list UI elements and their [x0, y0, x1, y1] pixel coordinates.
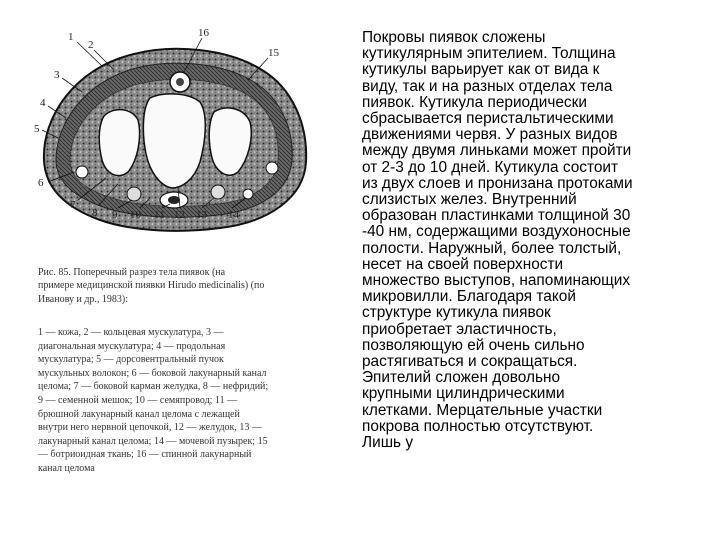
figure-caption-title: Рис. 85. Поперечный разрез тела пиявок (на примере медицинской пиявки Hirudo medicinalis) (по Иванову и др., 1983): [38, 266, 265, 305]
nerve-cord [168, 196, 180, 204]
callout-16: 16 [198, 27, 209, 39]
callout-10: 10 [130, 209, 141, 221]
figure-caption [38, 252, 338, 489]
callout-7: 7 [70, 199, 76, 211]
figure-panel [22, 22, 340, 484]
article-text [362, 30, 714, 451]
paragraph-epithelium: Эпителий сложен довольно крупными цилиндрическими клетками. Мерцательные участки покрова полностью отсутствуют. Лишь у [362, 369, 603, 452]
callout-9: 9 [112, 209, 118, 221]
callout-3: 3 [54, 69, 60, 81]
seminal-sac-left [127, 187, 141, 201]
callout-11: 11 [154, 209, 165, 221]
right-lateral-canal [266, 162, 278, 174]
callout-2: 2 [88, 39, 94, 51]
callout-12: 12 [174, 209, 185, 221]
callout-13: 13 [196, 209, 207, 221]
callout-1: 1 [68, 31, 74, 43]
callout-15: 15 [268, 47, 279, 59]
callout-6: 6 [38, 177, 44, 189]
figure-caption-legend: 1 — кожа, 2 — кольцевая мускулатура, 3 — диагональная мускулатура; 4 — продольная мускулатура; 5 — дорсовентральный пучок мускульных волокон; 6 — боковой лакунарный канал целома; 7 — боковой карман желудка, 8 — нефридий; 9 — семенной мешок; 10 — семяпровод; 11 — брюшной лакунарный канал целома с лежащей внутри него нервной цепочкой, 12 — желудок, 13 — лакунарный канал целома; 14 — мочевой пузырек; 15 — ботриоидная ткань; 16 — спинной лакунарный канал целома [38, 326, 269, 474]
callout-8: 8 [92, 207, 98, 219]
bladder [243, 189, 253, 199]
callout-4: 4 [40, 97, 46, 109]
left-lateral-canal [76, 166, 88, 178]
paragraph-cuticle: Покровы пиявок сложены кутикулярным эпителием. Толщина кутикулы варьирует как от вида к виду, так и на разных отделах тела пиявок. Кутикула периодически сбрасывается перистальтическими движениями червя. У разных видов между двумя линьками может пройти от 2-3 до 10 дней. Кутикула состоит из двух слоев и пронизана протоками слизистых желез. Внутренний образован пластинками толщиной 30 -40 нм, содержащими воздухоносные полости. Наружный, более толстый, несет на своей поверхности множество выступов, напоминающих микровилли. Благодаря такой структуре кутикула пиявок приобретает эластичность, позволяющую ей очень сильно растягиваться и сокращаться. [362, 29, 633, 371]
seminal-sac-right [211, 185, 225, 199]
callout-14: 14 [228, 209, 239, 221]
leech-cross-section-diagram [22, 22, 340, 254]
callout-5: 5 [34, 123, 40, 135]
